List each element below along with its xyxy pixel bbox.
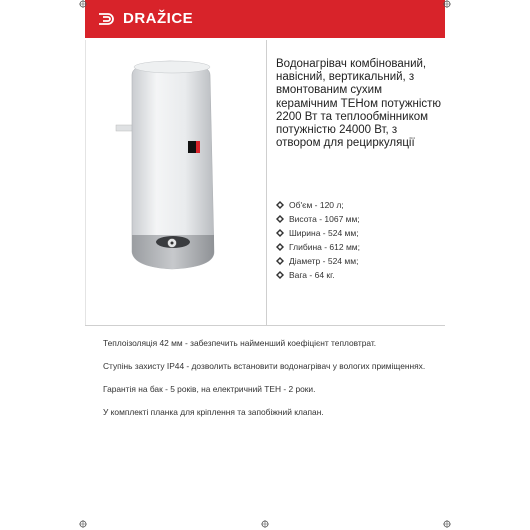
spec-item: [276, 254, 360, 268]
product-title: Водонагрівач комбінований, навісний, вертикальний, з вмонтованим сухим керамічним ТЕНом потужністю 2200 Вт та теплообмінником потужністю 24000 Вт, з отвором для рециркуляції: [276, 58, 442, 150]
description-paragraph: У комплекті планка для кріплення та запобіжний клапан.: [103, 407, 324, 417]
spec-text: Ширина - 524 мм;: [289, 228, 359, 238]
diamond-bullet-icon: [276, 201, 284, 209]
crop-mark-icon: [79, 520, 87, 528]
description-paragraph: Гарантія на бак - 5 років, на електричний ТЕН - 2 роки.: [103, 384, 316, 394]
divider-vertical: [266, 40, 267, 326]
spec-item: [276, 268, 360, 282]
spec-text: Вага - 64 кг.: [289, 270, 335, 280]
diamond-bullet-icon: [276, 257, 284, 265]
crop-mark-icon: [261, 520, 269, 528]
spec-item: [276, 226, 360, 240]
spec-text: Глибина - 612 мм;: [289, 242, 361, 252]
description-paragraph: Ступінь захисту IP44 - дозволить встановити водонагрівач у вологих приміщеннях.: [103, 361, 426, 371]
diamond-bullet-icon: [276, 271, 284, 279]
divider-left: [85, 40, 86, 325]
crop-mark-icon: [443, 0, 451, 8]
diamond-bullet-icon: [276, 215, 284, 223]
description: [103, 338, 433, 430]
brand-logo-icon: [97, 11, 119, 27]
diamond-bullet-icon: [276, 243, 284, 251]
spec-item: [276, 198, 360, 212]
spec-item: [276, 212, 360, 226]
product-sheet: [85, 0, 445, 530]
crop-mark-icon: [443, 520, 451, 528]
spec-text: Висота - 1067 мм;: [289, 214, 360, 224]
divider-horizontal: [85, 325, 445, 326]
brand-header: [85, 0, 445, 38]
brand: [97, 10, 193, 27]
diamond-bullet-icon: [276, 229, 284, 237]
water-heater-image: [110, 57, 245, 277]
spec-text: Діаметр - 524 мм;: [289, 256, 359, 266]
crop-mark-icon: [79, 0, 87, 8]
spec-list: [276, 198, 360, 282]
description-paragraph: Теплоізоляція 42 мм - забезпечить найменший коефіцієнт тепловтрат.: [103, 338, 377, 348]
brand-name: DRAŽICE: [123, 10, 194, 27]
spec-text: Об'єм - 120 л;: [289, 200, 344, 210]
spec-item: [276, 240, 360, 254]
